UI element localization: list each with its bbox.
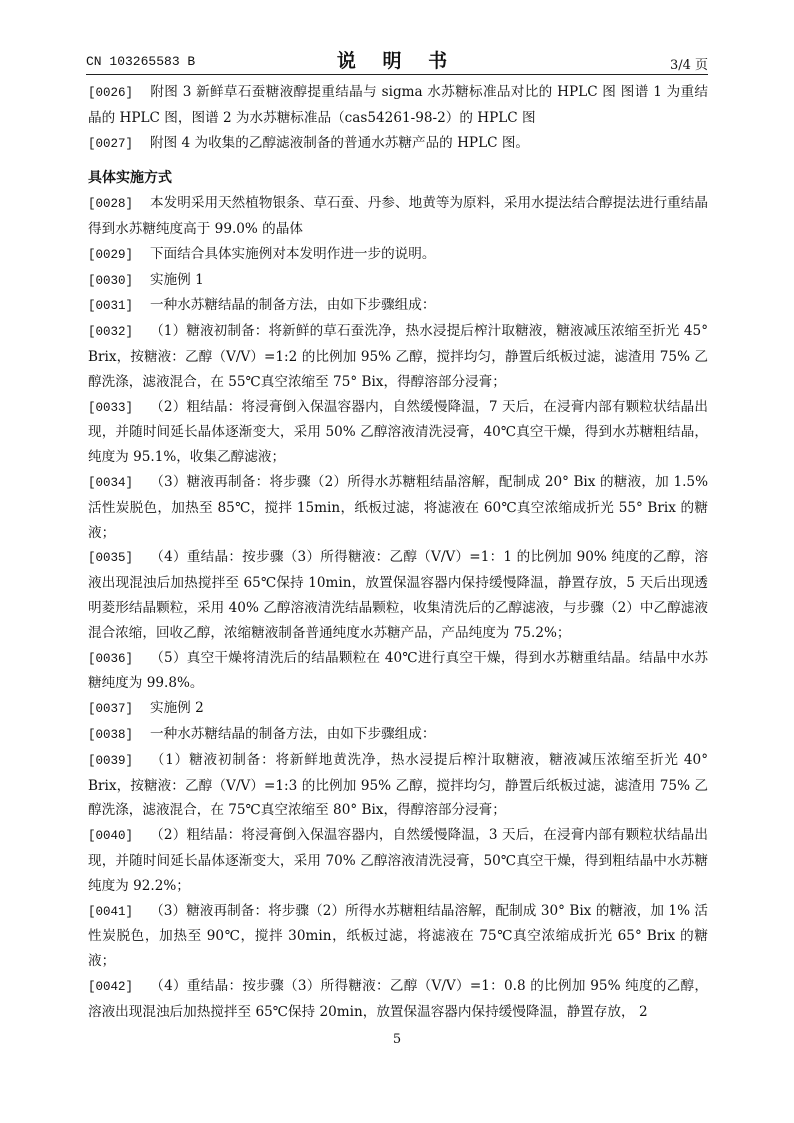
paragraph-number: [0037]	[88, 702, 134, 717]
paragraph-text: 附图 4 为收集的乙醇滤液制备的普通水苏糖产品的 HPLC 图。	[150, 134, 530, 151]
paragraph-number: [0032]	[88, 325, 134, 340]
page-label: 3/4 页	[669, 58, 708, 73]
paragraph	[88, 748, 708, 823]
paragraph-text: （5）真空干燥将清洗后的结晶颗粒在 40℃进行真空干燥，得到水苏糖重结晶。结晶中水苏糖纯度为 99.8%。	[88, 649, 708, 692]
paragraph-text: 附图 3 新鲜草石蚕糖液醇提重结晶与 sigma 水苏糖标准品对比的 HPLC 图 图谱 1 为重结晶的 HPLC 图，图谱 2 为水苏糖标准品（cas54261-98-2）的 HPLC 图	[88, 84, 708, 126]
paragraph	[88, 545, 708, 645]
paragraph-number: [0042]	[88, 979, 134, 994]
paragraph	[88, 80, 708, 131]
paragraph	[88, 242, 708, 268]
paragraph-number: [0031]	[88, 299, 134, 314]
paragraph	[88, 293, 708, 319]
paragraph	[88, 646, 708, 697]
page-number: 5	[392, 1032, 402, 1047]
paragraph	[88, 319, 708, 394]
paragraph	[88, 131, 708, 157]
paragraph-number: [0033]	[88, 400, 134, 415]
document-body	[88, 80, 708, 1024]
paragraph-number: [0035]	[88, 551, 134, 566]
paragraph	[88, 899, 708, 974]
paragraph-group-after	[88, 191, 708, 1024]
paragraph	[88, 974, 708, 1025]
paragraph-text: 实施例 2	[150, 700, 204, 717]
patent-number: CN 103265583 B	[86, 54, 196, 69]
paragraph-text: 本发明采用天然植物银条、草石蚕、丹参、地黄等为原料，采用水提法结合醇提法进行重结晶得到水苏糖纯度高于 99.0% 的晶体	[88, 195, 708, 237]
paragraph	[88, 470, 708, 545]
paragraph-text: （4）重结晶：按步骤（3）所得糖液：乙醇（V/V）=1：1 的比例加 90% 纯度的乙醇，溶液出现混浊后加热搅拌至 65℃保持 10min，放置保温容器内保持缓慢降温，静置存放，5 天后出现透明菱形结晶颗粒，采用 40% 乙醇溶液清洗结晶颗粒，收集清洗后的乙醇滤液，与步骤（2）中乙醇滤液混合浓缩，回收乙醇，浓缩糖液制备普通纯度水苏糖产品，产品纯度为 75.2%；	[88, 549, 708, 641]
paragraph	[88, 722, 708, 748]
paragraph-number: [0039]	[88, 753, 134, 768]
paragraph-text: （1）糖液初制备：将新鲜地黄洗净，热水浸提后榨汁取糖液，糖液减压浓缩至折光 40° Brix，按糖液：乙醇（V/V）=1:3 的比例加 95% 乙醇，搅拌均匀，静置后纸板过滤，滤渣用 75% 乙醇洗涤，滤液混合，在 75℃真空浓缩至 80° Bix，得醇溶部分浸膏；	[88, 751, 708, 819]
paragraph-number: [0036]	[88, 651, 134, 666]
paragraph-text: 一种水苏糖结晶的制备方法，由如下步骤组成：	[150, 725, 436, 742]
paragraph	[88, 191, 708, 242]
paragraph-text: 实施例 1	[150, 271, 204, 288]
paragraph-text: （3）糖液再制备：将步骤（2）所得水苏糖粗结晶溶解，配制成 30° Bix 的糖液，加 1% 活性炭脱色，加热至 90℃，搅拌 30min，纸板过滤，将滤液在 75℃真空浓缩成折光 65° Brix 的糖液；	[88, 902, 708, 970]
paragraph-text: （3）糖液再制备：将步骤（2）所得水苏糖粗结晶溶解，配制成 20° Bix 的糖液，加 1.5% 活性炭脱色，加热至 85℃，搅拌 15min，纸板过滤，将滤液在 60℃真空浓缩成折光 55° Brix 的糖液；	[88, 473, 708, 541]
paragraph	[88, 696, 708, 722]
section-title: 具体实施方式	[88, 170, 172, 187]
paragraph-text: 一种水苏糖结晶的制备方法，由如下步骤组成：	[150, 297, 436, 314]
paragraph	[88, 823, 708, 898]
paragraph-number: [0034]	[88, 475, 134, 490]
paragraph-number: [0041]	[88, 904, 134, 919]
paragraph-number: [0028]	[88, 197, 134, 212]
paragraph-number: [0030]	[88, 273, 134, 288]
paragraph-text: （2）粗结晶：将浸膏倒入保温容器内，自然缓慢降温，3 天后，在浸膏内部有颗粒状结晶出现，并随时间延长晶体逐渐变大，采用 70% 乙醇溶液清洗浸膏，50℃真空干燥，得到粗结晶中水苏糖纯度为 92.2%；	[88, 827, 708, 894]
paragraph-number: [0026]	[88, 86, 134, 100]
paragraph-group-before	[88, 80, 708, 156]
page-title: 说 明 书	[336, 50, 458, 72]
paragraph-text: 下面结合具体实施例对本发明作进一步的说明。	[150, 245, 436, 262]
paragraph-number: [0038]	[88, 727, 134, 742]
paragraph-number: [0027]	[88, 136, 134, 151]
paragraph	[88, 395, 708, 470]
paragraph-text: （1）糖液初制备：将新鲜的草石蚕洗净，热水浸提后榨汁取糖液，糖液减压浓缩至折光 45° Brix，按糖液：乙醇（V/V）=1:2 的比例加 95% 乙醇，搅拌均匀，静置后纸板过滤，滤渣用 75% 乙醇洗涤，滤液混合，在 55℃真空浓缩至 75° Bix，得醇溶部分浸膏；	[88, 323, 708, 390]
page-header	[86, 44, 708, 75]
paragraph-text: （2）粗结晶：将浸膏倒入保温容器内，自然缓慢降温，7 天后，在浸膏内部有颗粒状结晶出现，并随时间延长晶体逐渐变大，采用 50% 乙醇溶液清洗浸膏，40℃真空干燥，得到水苏糖粗结晶，纯度为 95.1%，收集乙醇滤液；	[88, 398, 708, 466]
paragraph-number: [0029]	[88, 247, 134, 262]
paragraph	[88, 268, 708, 294]
paragraph-text: （4）重结晶：按步骤（3）所得糖液：乙醇（V/V）=1：0.8 的比例加 95% 纯度的乙醇，溶液出现混浊后加热搅拌至 65℃保持 20min，放置保温容器内保持缓慢降温，静置存放， 2	[88, 977, 708, 1020]
paragraph-number: [0040]	[88, 829, 134, 844]
